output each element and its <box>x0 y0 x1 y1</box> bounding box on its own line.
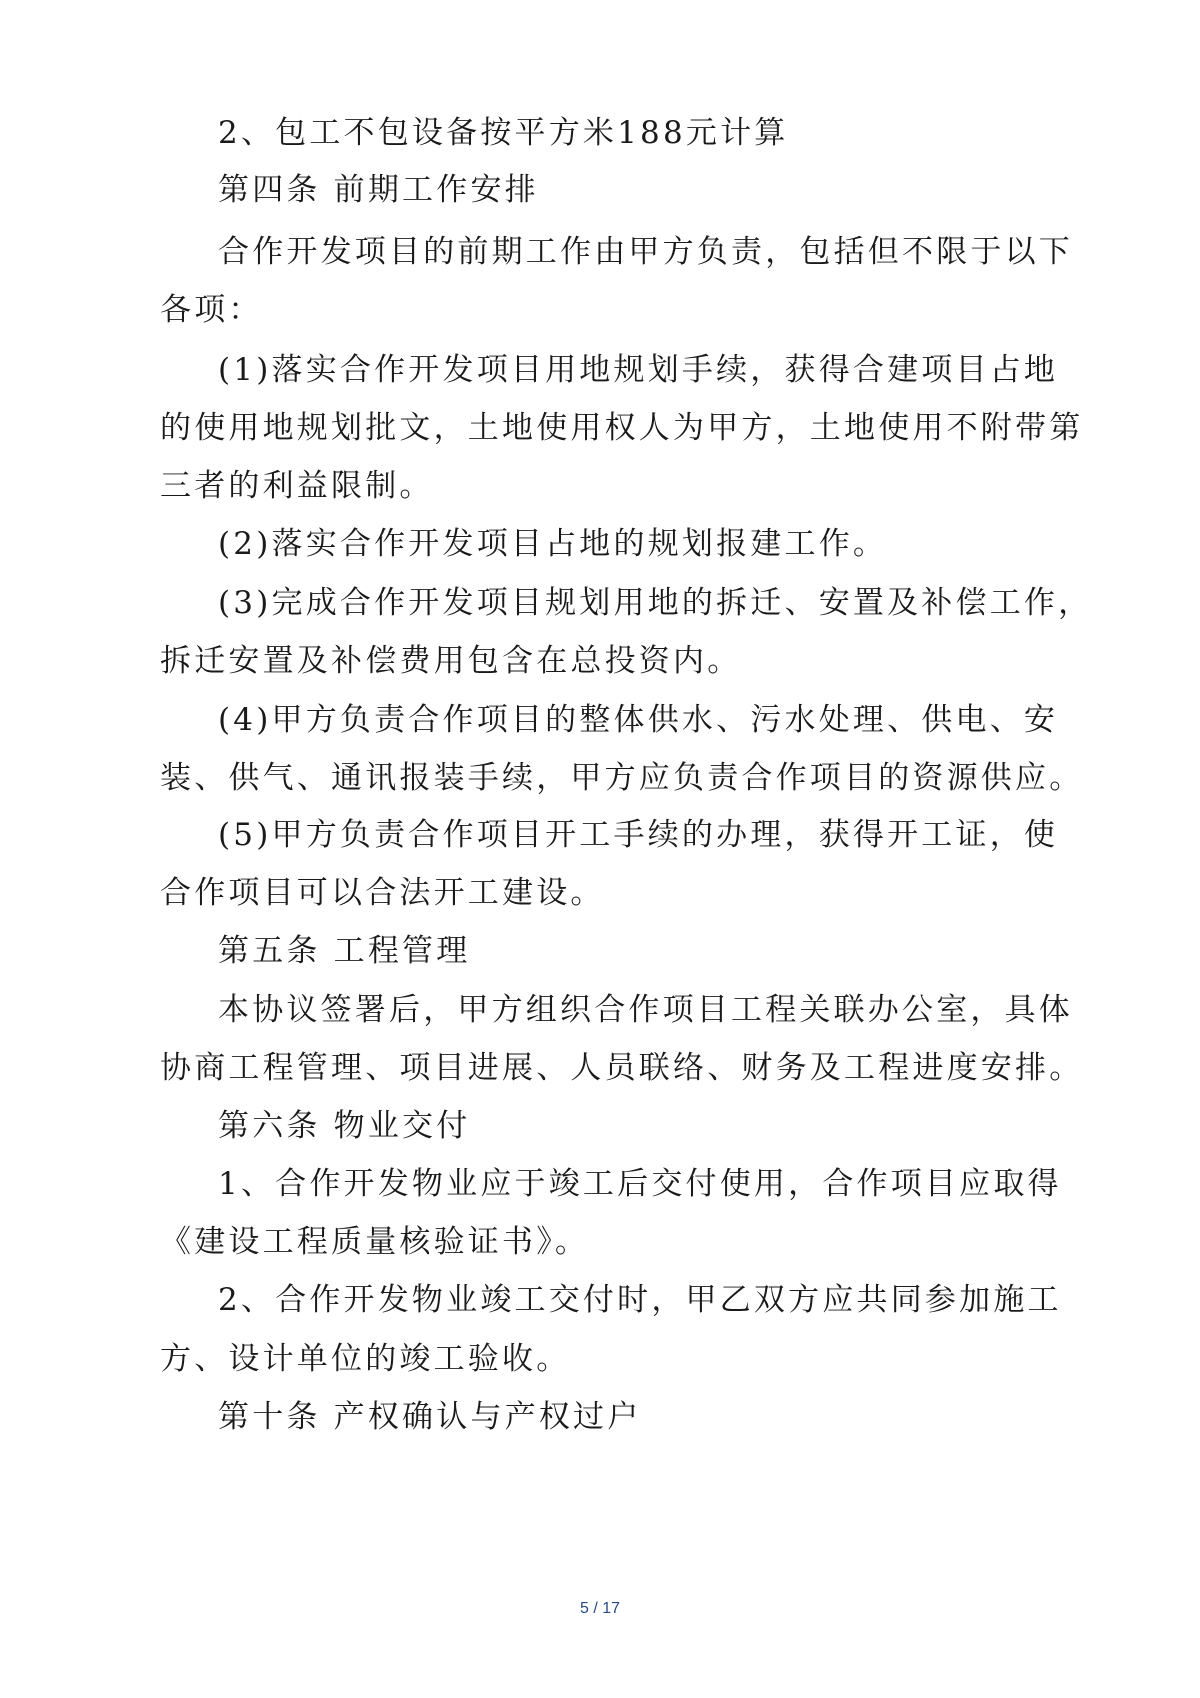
text-line-4: 各项： <box>160 292 263 328</box>
text-line-1: 2、包工不包设备按平方米188元计算 <box>218 115 789 151</box>
text-line-11: (4)甲方负责合作项目的整体供水、污水处理、供电、安 <box>218 702 1059 738</box>
article-heading-6: 第六条 物业交付 <box>218 1108 471 1144</box>
text-line-17: 协商工程管理、项目进展、人员联络、财务及工程进度安排。 <box>160 1050 1084 1086</box>
text-line-9: (3)完成合作开发项目规划用地的拆迁、安置及补偿工作， <box>218 585 1093 621</box>
text-line-19: 1、合作开发物业应于竣工后交付使用，合作项目应取得 <box>218 1166 1062 1202</box>
article-heading-10: 第十条 产权确认与产权过户 <box>218 1399 642 1435</box>
text-line-6: 的使用地规划批文，土地使用权人为甲方，土地使用不附带第 <box>160 410 1084 446</box>
text-line-10: 拆迁安置及补偿费用包含在总投资内。 <box>160 643 742 679</box>
article-heading-5: 第五条 工程管理 <box>218 933 471 969</box>
text-line-3: 合作开发项目的前期工作由甲方负责，包括但不限于以下 <box>218 234 1073 270</box>
article-heading-4: 第四条 前期工作安排 <box>218 172 539 208</box>
text-line-14: 合作项目可以合法开工建设。 <box>160 875 605 911</box>
text-line-12: 装、供气、通讯报装手续，甲方应负责合作项目的资源供应。 <box>160 760 1084 796</box>
text-line-21: 2、合作开发物业竣工交付时，甲乙双方应共同参加施工 <box>218 1282 1062 1318</box>
text-line-13: (5)甲方负责合作项目开工手续的办理，获得开工证，使 <box>218 817 1059 853</box>
text-line-7: 三者的利益限制。 <box>160 468 434 504</box>
text-line-22: 方、设计单位的竣工验收。 <box>160 1341 571 1377</box>
text-line-16: 本协议签署后，甲方组织合作项目工程关联办公室，具体 <box>218 992 1073 1028</box>
text-line-5: (1)落实合作开发项目用地规划手续，获得合建项目占地 <box>218 352 1059 388</box>
text-line-20: 《建设工程质量核验证书》。 <box>160 1224 590 1260</box>
page-number: 5 / 17 <box>579 1600 621 1617</box>
text-line-8: (2)落实合作开发项目占地的规划报建工作。 <box>218 526 888 562</box>
